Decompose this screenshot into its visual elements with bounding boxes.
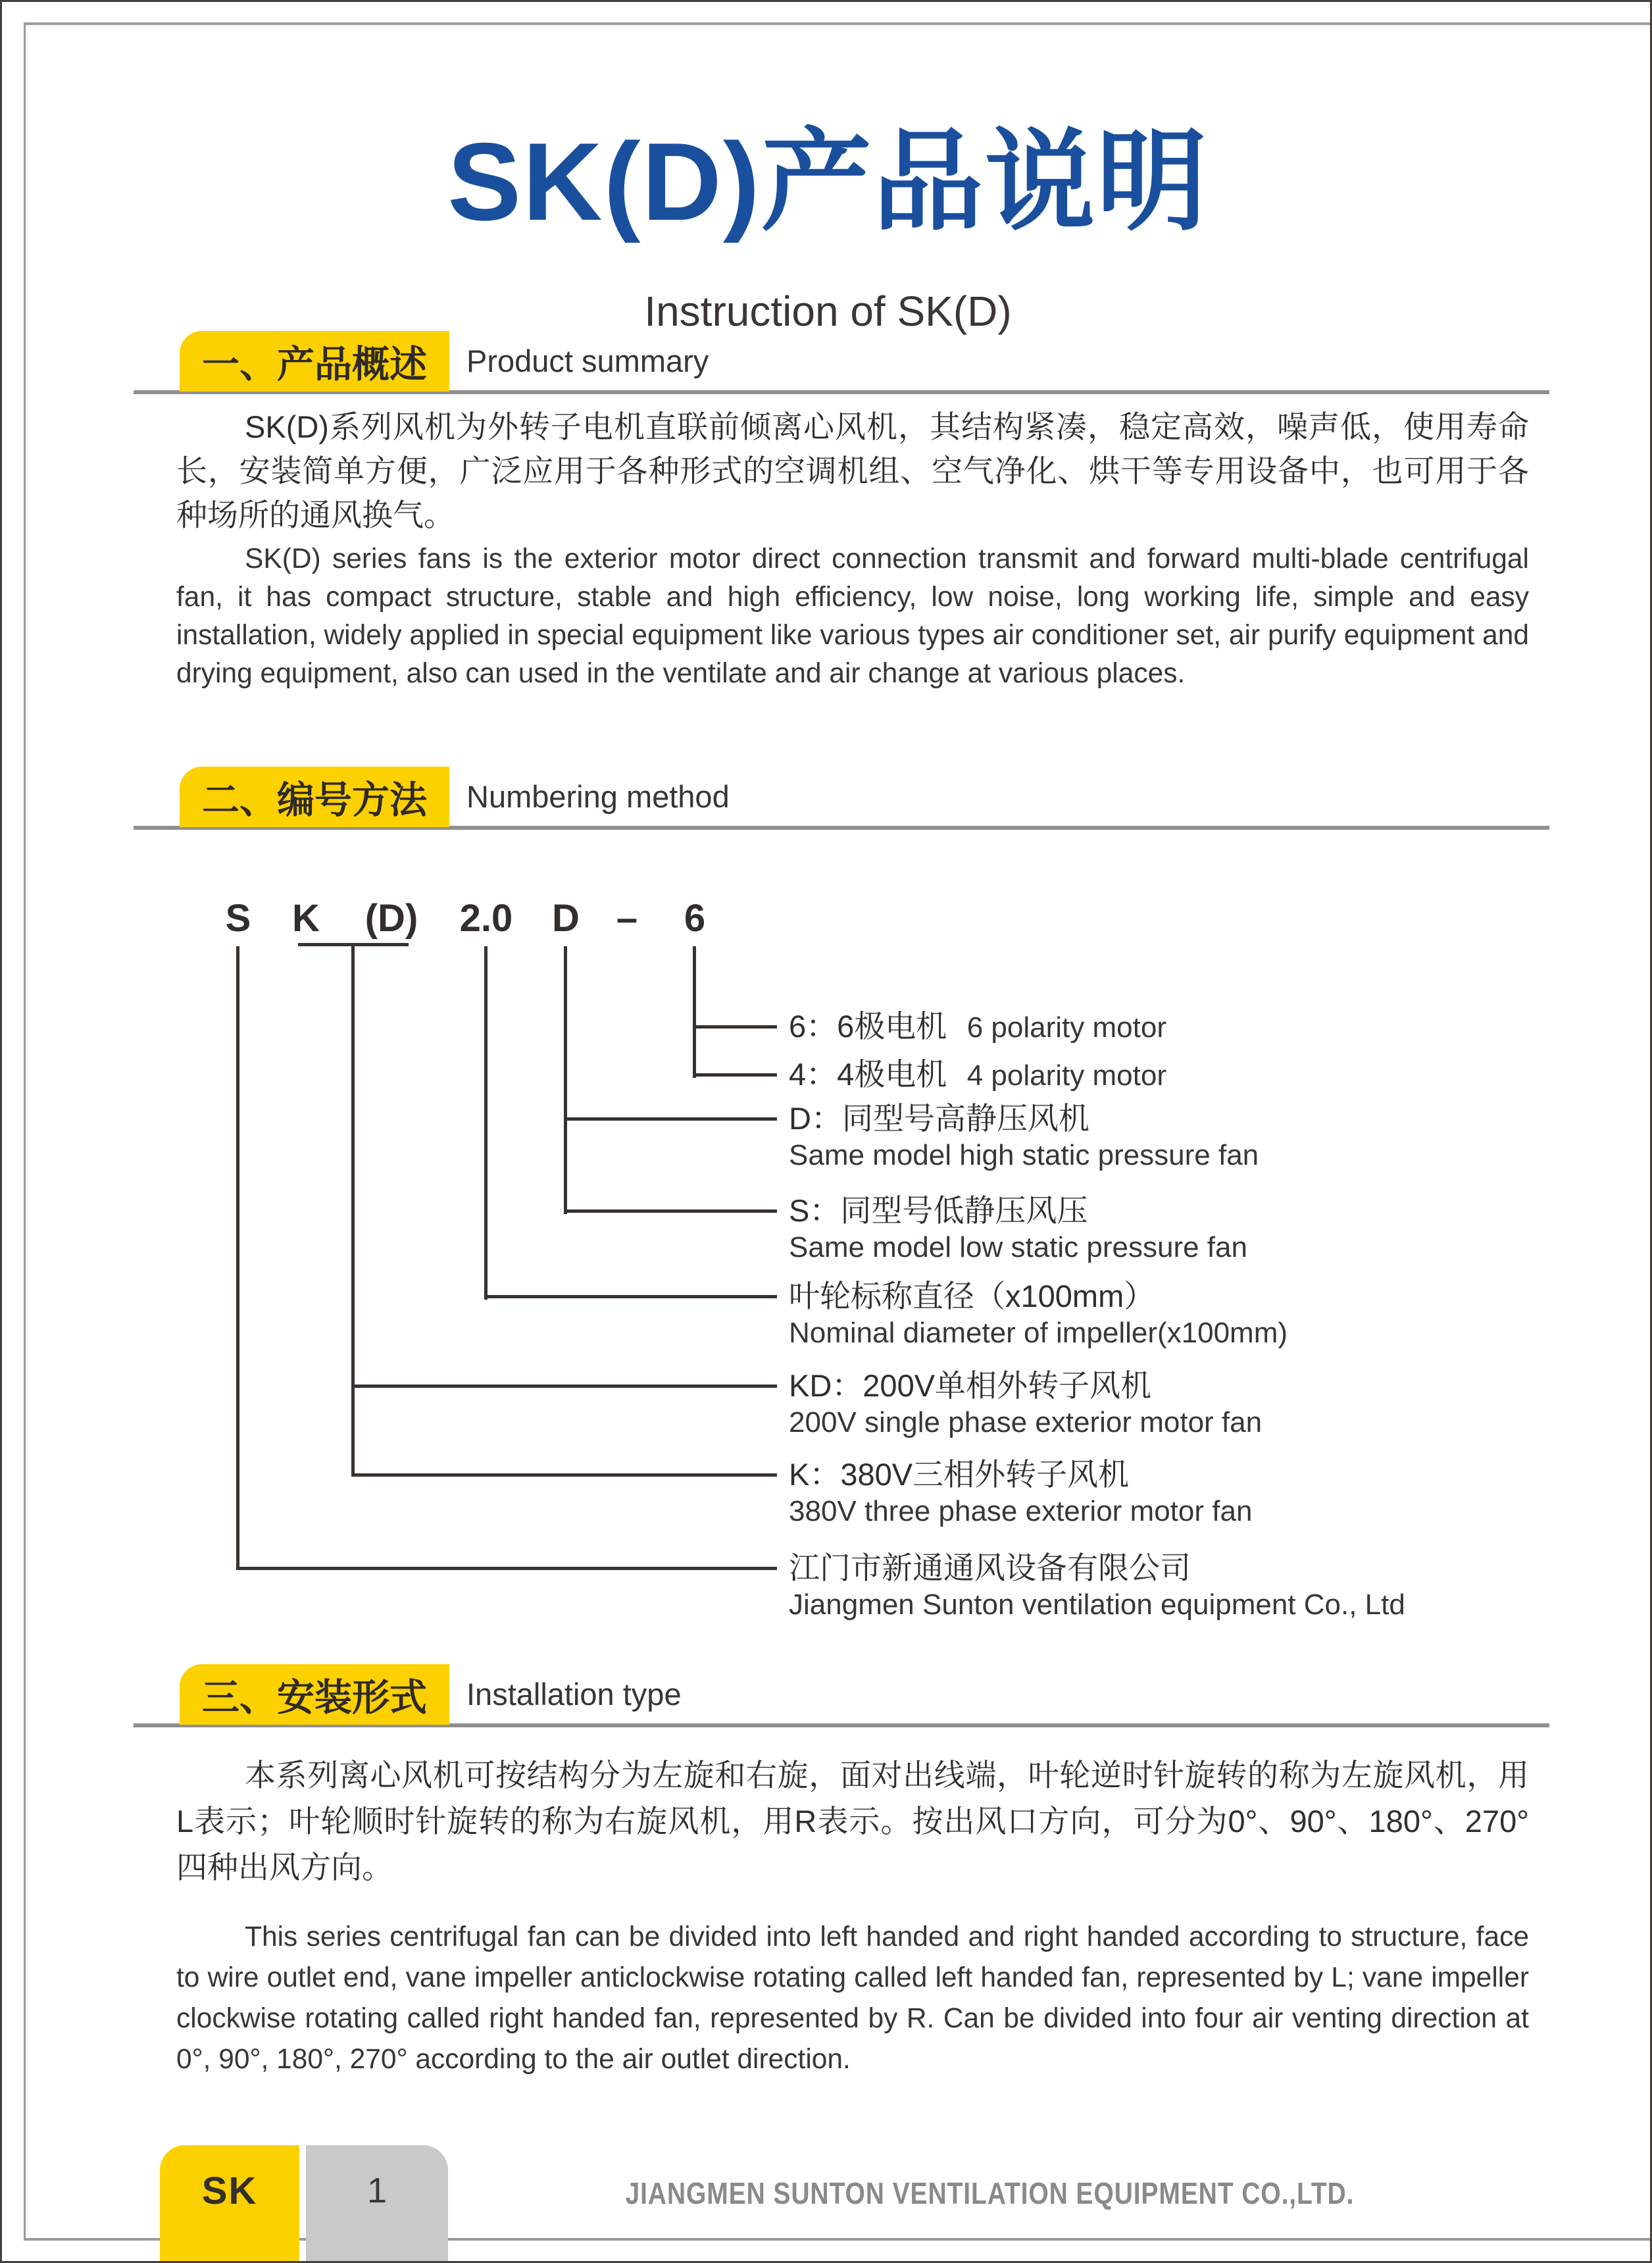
label-highstatic-cn: D：同型号高静压风机 xyxy=(789,1101,1089,1136)
model-code-part-k: K xyxy=(292,897,320,940)
footer-company-name: JIANGMEN SUNTON VENTILATION EQUIPMENT CO.,LTD. xyxy=(625,2176,1355,2210)
diagram-branch-lowstatic xyxy=(564,1209,777,1213)
label-company-cn: 江门市新通通风设备有限公司 xyxy=(789,1550,1191,1585)
section1-header-cn xyxy=(180,331,449,392)
section1-paragraph-en: SK(D) series fans is the exterior motor direct connection transmit and forward multi-blade centrifugal fan, it has compact structure, stable and high efficiency, low noise, long working life, simple and easy installation, widely applied in special equipment like various types air conditioner set, air purify equipment and drying equipment, also can used in the ventilate and air change at various places. xyxy=(176,544,1529,689)
section1-paragraph-cn: SK(D)系列风机为外转子电机直联前倾离心风机，其结构紧凑，稳定高效，噪声低，使用寿命长，安装简单方便，广泛应用于各种形式的空调机组、空气净化、烘干等专用设备中，也可用于各种场所的通风换气。 xyxy=(176,409,1529,532)
label-4pole-en: 4 polarity motor xyxy=(966,1059,1166,1092)
model-code-part-pole: 6 xyxy=(684,897,706,940)
model-code-part-size: 2.0 xyxy=(459,897,513,940)
footer-page-number-tab xyxy=(306,2145,448,2263)
footer-brand-tab xyxy=(160,2145,299,2263)
label-lowstatic-en: Same model low static pressure fan xyxy=(789,1231,1247,1263)
label-k380v-cn: K：380V三相外转子风机 xyxy=(789,1457,1130,1492)
diagram-branch-6pole xyxy=(693,1025,777,1029)
diagram-vertical-kd xyxy=(351,943,355,1477)
model-code-part-d2: D xyxy=(552,897,580,940)
diagram-label-lowstatic xyxy=(789,1192,1247,1266)
section3-paragraph-en: This series centrifugal fan can be divided into left handed and right handed according to structure, face to wire outlet end, vane impeller anticlockwise rotating called left handed fan, represented by L; vane impeller clockwise rotating called right handed fan, represented by R. Can be divided into four air venting direction at 0°, 90°, 180°, 270° according to the air outlet direction. xyxy=(176,1921,1529,2075)
diagram-label-k380v xyxy=(789,1456,1252,1530)
diagram-branch-highstatic xyxy=(564,1117,777,1121)
model-code-part-s: S xyxy=(225,897,251,940)
footer-page-number: 1 xyxy=(366,2171,388,2210)
diagram-vertical-pole xyxy=(693,946,696,1078)
label-6pole-cn: 6：6极电机 xyxy=(789,1009,947,1044)
diagram-label-6pole xyxy=(789,1008,1166,1046)
page-subtitle: Instruction of SK(D) xyxy=(644,288,1012,335)
section2-header-cn xyxy=(180,767,449,827)
model-code-part-d1: (D) xyxy=(364,897,418,940)
label-k380v-en: 380V three phase exterior motor fan xyxy=(789,1495,1253,1527)
footer-brand-label: SK xyxy=(201,2169,258,2212)
diagram-branch-kd200v xyxy=(351,1385,777,1388)
label-highstatic-en: Same model high static pressure fan xyxy=(789,1139,1259,1171)
page-title: SK(D)产品说明 xyxy=(447,120,1209,243)
label-kd200v-cn: KD：200V单相外转子风机 xyxy=(789,1368,1152,1403)
section3-paragraph-cn: 本系列离心风机可按结构分为左旋和右旋，面对出线端，叶轮逆时针旋转的称为左旋风机，用L表示；叶轮顺时针旋转的称为右旋风机，用R表示。按出风口方向，可分为0°、90°、180°、270°四种出风方向。 xyxy=(176,1758,1529,1885)
diagram-label-4pole xyxy=(789,1056,1166,1094)
diagram-branch-impeller xyxy=(484,1295,777,1298)
label-6pole-en: 6 polarity motor xyxy=(966,1011,1166,1044)
diagram-branch-4pole xyxy=(693,1073,777,1077)
section2-header-en: Numbering method xyxy=(466,779,730,814)
model-code-dash: – xyxy=(616,897,638,940)
diagram-vertical-d xyxy=(564,946,567,1214)
diagram-label-company xyxy=(789,1550,1405,1623)
diagram-vertical-s xyxy=(236,946,239,1570)
diagram-label-impeller xyxy=(789,1278,1288,1352)
label-company-en: Jiangmen Sunton ventilation equipment Co., Ltd xyxy=(789,1589,1405,1621)
label-kd200v-en: 200V single phase exterior motor fan xyxy=(789,1406,1263,1438)
label-4pole-cn: 4：4极电机 xyxy=(789,1057,947,1092)
diagram-branch-k380v xyxy=(351,1473,777,1477)
section3-label-cn: 三、安装形式 xyxy=(202,1677,427,1719)
diagram-branch-company xyxy=(236,1567,777,1570)
section2-label-cn: 二、编号方法 xyxy=(202,779,427,821)
diagram-label-kd200v xyxy=(789,1367,1262,1441)
diagram-vertical-size xyxy=(484,946,488,1300)
section1-label-cn: 一、产品概述 xyxy=(202,343,427,386)
section1-header-en: Product summary xyxy=(466,343,709,378)
section3-header-en: Installation type xyxy=(466,1677,682,1712)
section3-header-cn xyxy=(180,1664,449,1725)
label-impeller-cn: 叶轮标称直径（x100mm） xyxy=(789,1279,1155,1313)
label-lowstatic-cn: S：同型号低静压风压 xyxy=(789,1193,1088,1228)
diagram-label-highstatic xyxy=(789,1100,1259,1174)
label-impeller-en: Nominal diameter of impeller(x100mm) xyxy=(789,1317,1288,1349)
